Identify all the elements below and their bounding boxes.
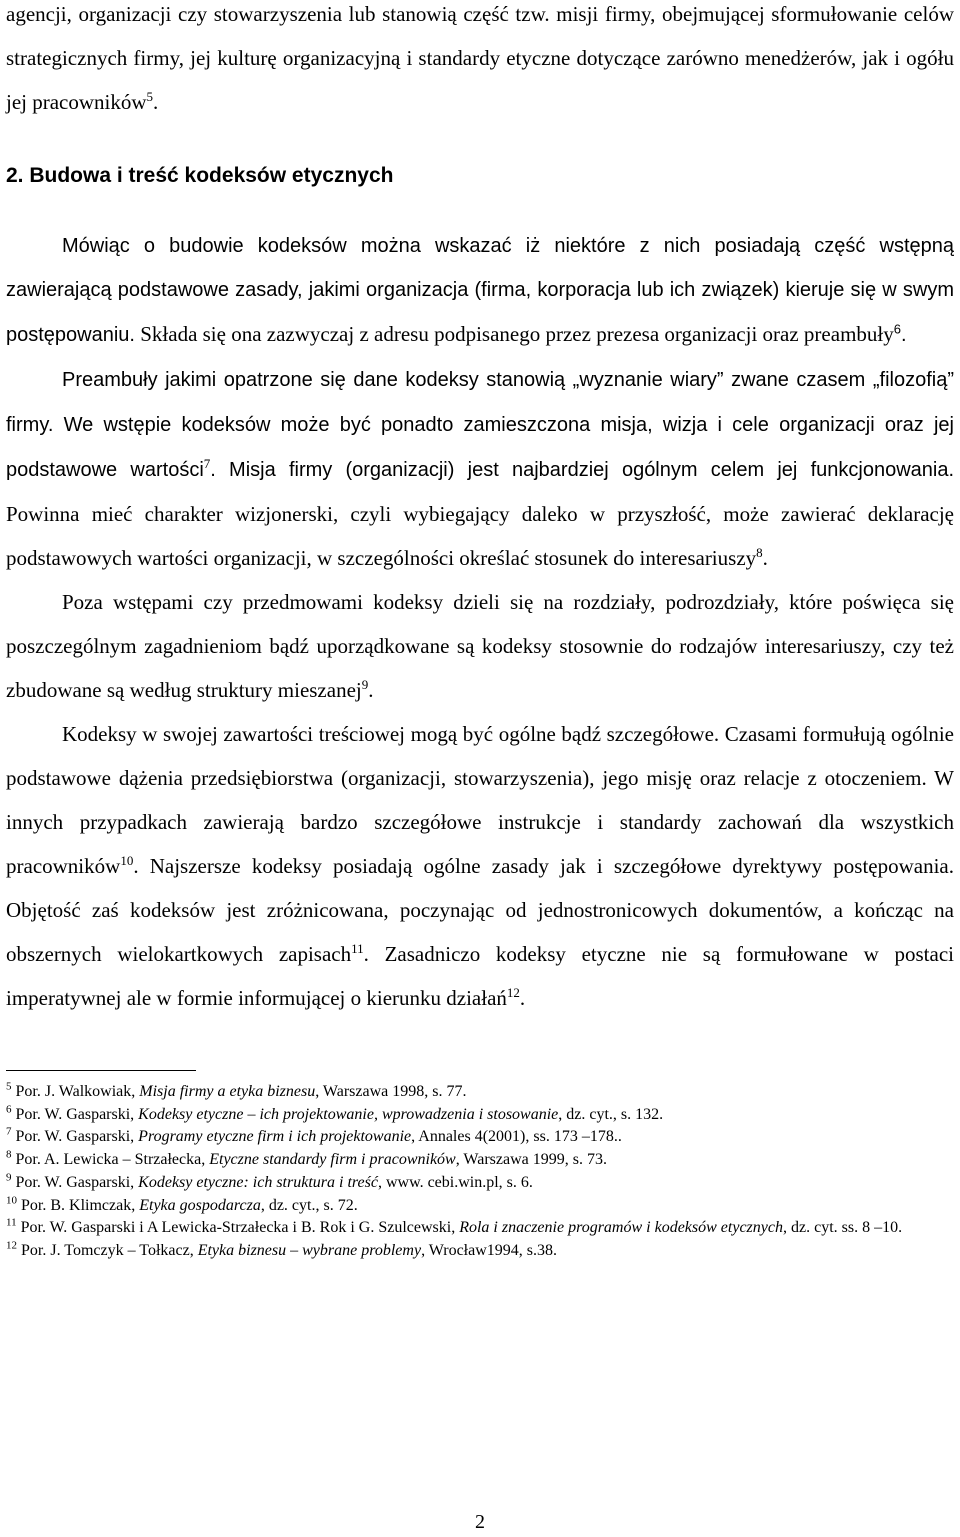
footnote-ref[interactable]: 5 [146, 89, 154, 104]
footnote-number: 7 [6, 1126, 12, 1139]
paragraph-preambles: Preambuły jakimi opatrzone się dane kodeksy stanowią „wyznanie wiary” zwane czasem „filozofią” firmy. We wstępie kodeksów może być ponadto zamieszczona misja, wizja i cele organizacji oraz jej podstawowe wartości$^7$. Misja firmy (organizacji) jest najbardziej ogólnym celem jej funkcjonowania. Powinna mieć charakter wizjonerski, czyli wybiegający daleko w przyszłość, może zawierać deklarację podstawowych wartości organizacji, w szczególności określać stosunek do interesariuszy$^8$. [6, 369, 955, 570]
footnote-text: , dz. cyt., s. 72. [260, 1196, 358, 1214]
paragraph-text: . Najszersze kodeksy posiadają ogólne zasady jak i szczegółowe dyrektywy postępowania. Objętość zaś kodeksów jest zróżnicowana, poczynając od jednostronicowych dokumentów, a kończąc na obszernych wielokartkowych zapisach [6, 854, 954, 966]
footnote-text: Por. J. Tomczyk – Tołkacz, [17, 1241, 198, 1259]
footnote-number: 5 [6, 1080, 12, 1093]
footnote-7 [6, 1126, 954, 1149]
footnote-ref[interactable]: 10 [120, 853, 134, 868]
paragraph-text-sans: . Misja firmy (organizacji) jest najbardziej ogólnym celem jej funkcjonowania. [210, 459, 955, 481]
footnote-11 [6, 1217, 954, 1240]
footnote-number: 11 [6, 1216, 17, 1229]
footnote-ref[interactable]: 12 [506, 985, 520, 1000]
paragraph-structure: Mówiąc o budowie kodeksów można wskazać iż niektóre z nich posiadają część wstępną zawierającą podstawowe zasady, jakimi organizacja (firma, korporacja lub ich związek) kieruje się w swym postępowaniu. Składa się ona zazwyczaj z adresu podpisanego przez prezesa organizacji oraz preambuły$^6$. [6, 235, 954, 346]
footnote-text: , dz. cyt., s. 132. [558, 1105, 664, 1123]
footnote-ref[interactable]: 8 [756, 545, 763, 560]
paragraph-text: Kodeksy w swojej zawartości treściowej mogą być ogólne bądź szczegółowe. Czasami formułują ogólnie podstawowe dążenia przedsiębiorstwa (organizacji, stowarzyszenia), jego misję oraz relacje z otoczeniem. W innych przypadkach zawierają bardzo szczegółowe instrukcje i standardy zachowań dla wszystkich pracowników [6, 722, 954, 878]
footnote-text: Por. W. Gasparski, [11, 1128, 139, 1146]
footnote-9 [6, 1172, 954, 1195]
footnote-title: Kodeksy etyczne: ich struktura i treść [138, 1173, 378, 1191]
footnote-ref[interactable]: 11 [351, 941, 364, 956]
footnote-text: , Warszawa 1999, s. 73. [455, 1151, 607, 1169]
footnote-text: , Wrocław1994, s.38. [421, 1241, 557, 1259]
footnote-ref[interactable]: 7 [203, 456, 211, 471]
paragraph-text: . Zasadniczo kodeksy etyczne nie są formułowane w postaci imperatywnej ale w formie informującej o kierunku działań [6, 942, 954, 1010]
footnote-8 [6, 1149, 954, 1172]
footnote-title: Programy etyczne firm i ich projektowanie [138, 1128, 412, 1146]
footnote-text: Por. W. Gasparski, [11, 1173, 139, 1191]
footnote-title: Misja firmy a etyka biznesu [139, 1083, 316, 1100]
footnote-text: Por. J. Walkowiak, [11, 1083, 140, 1100]
footnote-title: Etyka gospodarcza [139, 1196, 261, 1214]
footnote-text: Por. A. Lewicka – Strzałecka, [11, 1151, 210, 1169]
footnote-ref[interactable]: 9 [361, 677, 369, 692]
footnote-separator [6, 1070, 196, 1071]
paragraph-text: Składa się ona zazwyczaj z adresu podpisanego przez prezesa organizacji oraz preambuły [134, 322, 894, 346]
footnote-5 [6, 1081, 954, 1104]
document-page [6, 0, 954, 1263]
footnote-number: 8 [6, 1148, 12, 1161]
footnote-title: Kodeksy etyczne – ich projektowanie, wprowadzenia i stosowanie [138, 1105, 559, 1123]
paragraph-text-sans: Preambuły jakimi opatrzone się dane kodeksy stanowią „wyznanie wiary” zwane czasem „filozofią” firmy. [6, 369, 954, 436]
footnote-number: 12 [6, 1239, 17, 1252]
footnote-number: 10 [6, 1194, 17, 1207]
footnote-number: 6 [6, 1103, 12, 1116]
paragraph-text-sans: Mówiąc o budowie kodeksów można wskazać iż niektóre z nich posiadają część wstępną zawierającą podstawowe zasady, jakimi organizacja (firma, korporacja lub ich związek) kieruje się w swym postępowaniu. [6, 235, 954, 346]
footnotes [6, 1081, 954, 1263]
paragraph-text: Powinna mieć charakter wizjonerski, czyli wybiegający daleko w przyszłość, może zawierać deklarację podstawowych wartości organizacji, w szczególności określać stosunek do interesariuszy [6, 502, 954, 570]
footnote-10 [6, 1195, 954, 1218]
footnote-6 [6, 1104, 954, 1127]
footnote-text: , www. cebi.win.pl, s. 6. [377, 1173, 533, 1191]
paragraph-mission: agencji, organizacji czy stowarzyszenia lub stanowią część tzw. misji firmy, obejmującej sformułowanie celów strategicznych firmy, jej kulturę organizacyjną i standardy etyczne dotyczące zarówno menedżerów, jak i ogółu jej pracowników$^5$. [6, 2, 954, 114]
paragraph-chapters: Poza wstępami czy przedmowami kodeksy dzieli się na rozdziały, podrozdziały, które poświęca się poszczególnym zagadnieniom bądź uporządkowane są kodeksy stosownie do rodzajów interesariuszy, czy też zbudowane są według struktury mieszanej$^9$. [6, 590, 954, 702]
footnote-text: , dz. cyt. ss. 8 –10. [782, 1219, 903, 1237]
footnote-text: , Warszawa 1998, s. 77. [315, 1083, 467, 1100]
footnote-title: Etyka biznesu – wybrane problemy [197, 1241, 422, 1259]
paragraph-text: Poza wstępami czy przedmowami kodeksy dzieli się na rozdziały, podrozdziały, które poświęca się poszczególnym zagadnieniom bądź uporządkowane są kodeksy stosownie do rodzajów interesariuszy, czy też zbudowane są według struktury mieszanej [6, 590, 954, 702]
paragraph-text-sans: We wstępie kodeksów może być ponadto zamieszczona misja, wizja i cele organizacji oraz jej podstawowe wartości [6, 414, 954, 481]
footnote-text: Por. W. Gasparski i A Lewicka-Strzałecka i B. Rok i G. Szulcewski, [16, 1219, 460, 1237]
footnote-text: Por. W. Gasparski, [11, 1105, 139, 1123]
paragraph-text: agencji, organizacji czy stowarzyszenia lub stanowią część tzw. misji firmy, obejmującej sformułowanie celów strategicznych firmy, jej kulturę organizacyjną i standardy etyczne dotyczące zarówno menedżerów, jak i ogółu jej pracowników [6, 2, 954, 114]
section-heading: 2. Budowa i treść kodeksów etycznych [6, 164, 394, 187]
page-number: 2 [475, 1511, 485, 1533]
footnote-number: 9 [6, 1171, 12, 1184]
footnote-title: Rola i znaczenie programów i kodeksów etycznych [459, 1219, 783, 1237]
paragraph-content: Kodeksy w swojej zawartości treściowej mogą być ogólne bądź szczegółowe. Czasami formułują ogólnie podstawowe dążenia przedsiębiorstwa (organizacji, stowarzyszenia), jego misję oraz relacje z otoczeniem. W innych przypadkach zawierają bardzo szczegółowe instrukcje i standardy zachowań dla wszystkich pracowników$^{10}$. Najszersze kodeksy posiadają ogólne zasady jak i szczegółowe dyrektywy postępowania. Objętość zaś kodeksów jest zróżnicowana, poczynając od jednostronicowych dokumentów, a kończąc na obszernych wielokartkowych zapisach$^{11}$. Zasadniczo kodeksy etyczne nie są formułowane w postaci imperatywnej ale w formie informującej o kierunku działań$^{12}$. [6, 722, 954, 1010]
footnote-text: , Annales 4(2001), ss. 173 –178.. [411, 1128, 622, 1146]
footnote-title: Etyczne standardy firm i pracowników [209, 1151, 456, 1169]
footnote-12 [6, 1240, 954, 1263]
footnote-text: Por. B. Klimczak, [17, 1196, 140, 1214]
footnote-ref[interactable]: 6 [893, 321, 901, 337]
